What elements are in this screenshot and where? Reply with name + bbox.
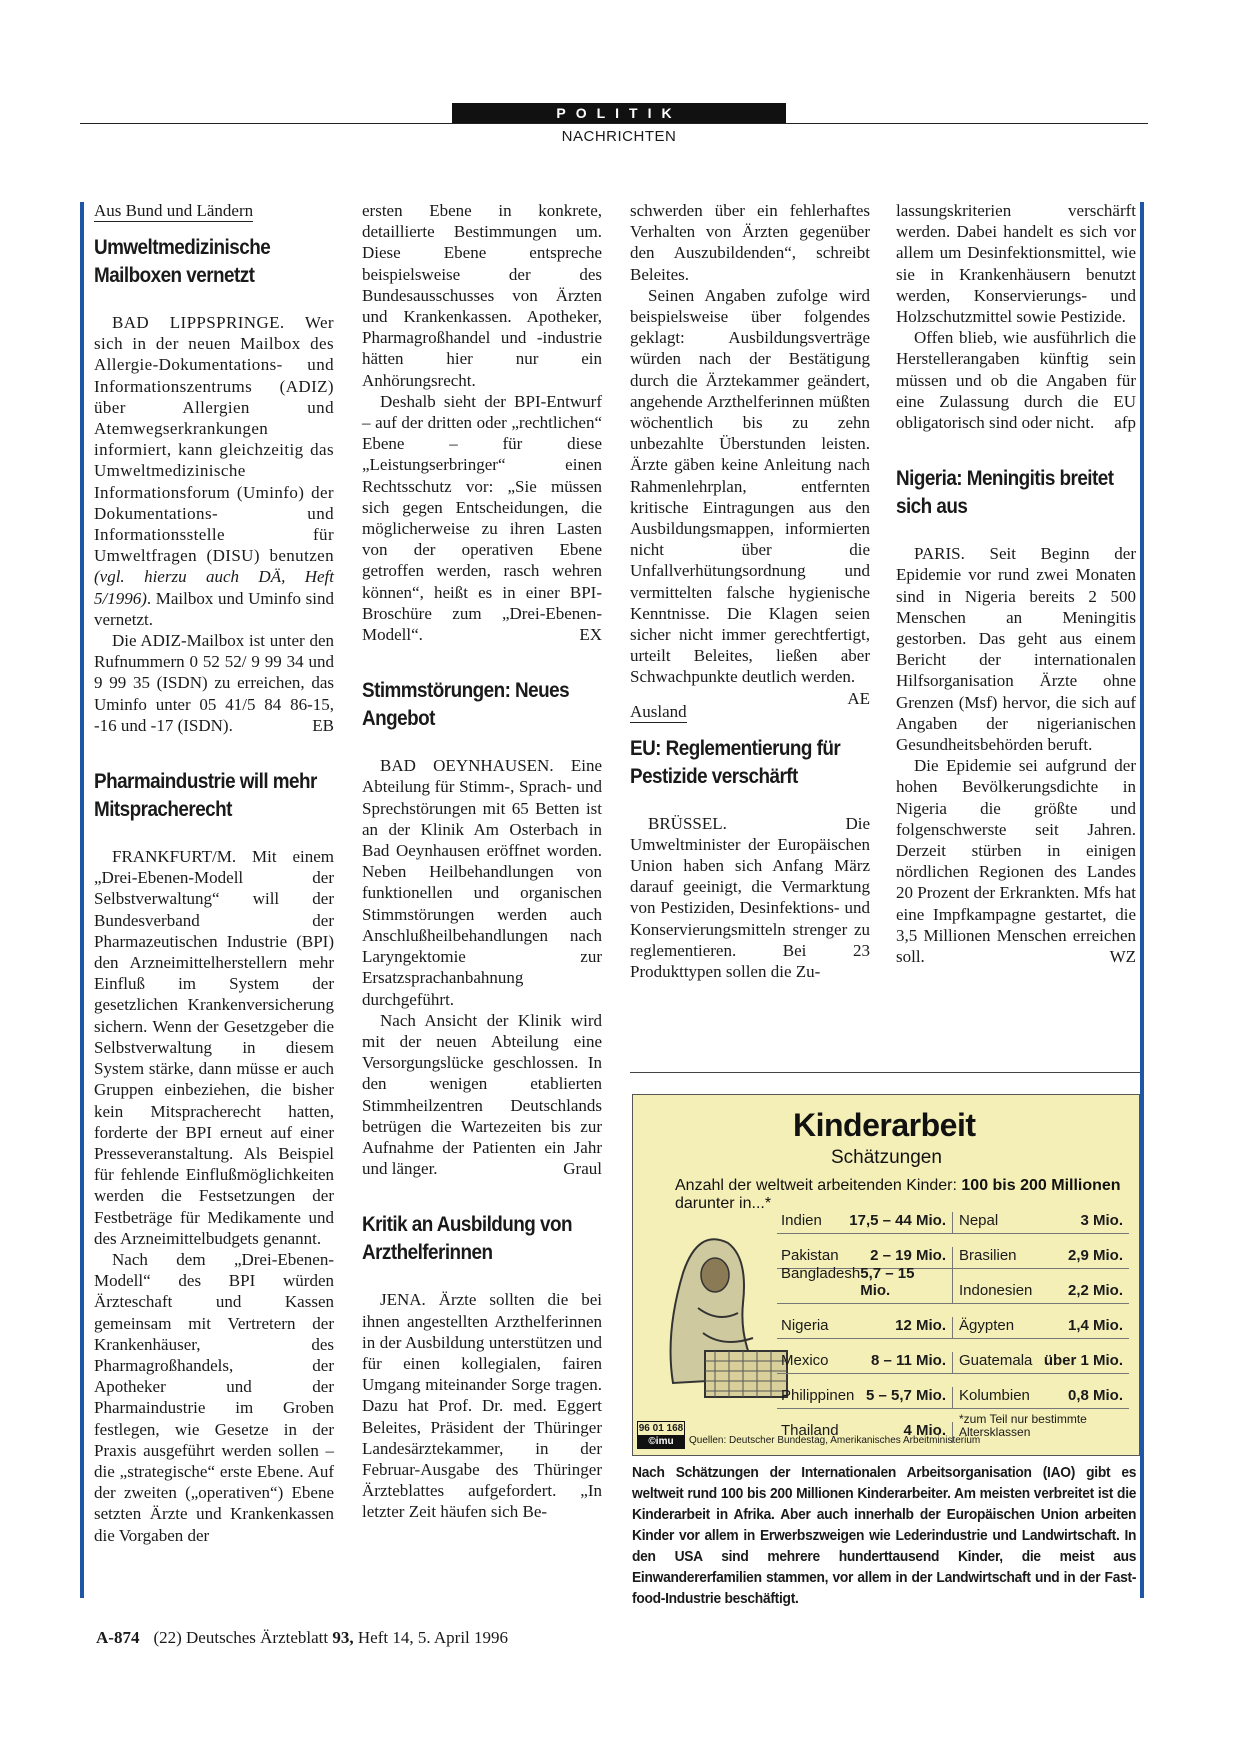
graphic-sources: Quellen: Deutscher Bundestag, Amerikanisches Arbeitministerium — [689, 1435, 981, 1446]
table-footnote: *zum Teil nur bestimmte Altersklassen — [959, 1412, 1087, 1439]
column-1 — [94, 200, 334, 1546]
article-paragraph: Nach Ansicht der Klinik wird mit der neuen Abteilung eine Versorgungslücke geschlossen. In den wenigen etablierten Stimmheilzentren Deutschlands betrügen die Wartezeiten bis zur Aufnahme der Patienten ein Jahr und länger. Graul — [362, 1010, 602, 1179]
header-rule — [80, 123, 1148, 124]
table-row: Bangladesh 5,7 – 15 Mio. Indonesien 2,2 Mio. — [777, 1269, 1129, 1304]
rubric-label: Aus Bund und Ländern — [94, 201, 254, 220]
author-sign: AE — [847, 688, 870, 708]
article-paragraph: BAD OEYNHAUSEN. Eine Abteilung für Stimm-, Sprach- und Sprechstörungen mit 65 Betten ist an der Klinik Am Osterbach in Bad Oeynhausen eröffnet worden. Neben Heilbehandlungen von funktionellen und organischen Stimmstörungen werden auch Anschlußheilbehandlungen nach Laryngektomie zur Ersatzsprachanbahnung durchgeführt. — [362, 756, 602, 1009]
graphic-intro: Anzahl der weltweit arbeitenden Kinder: 100 bis 200 Millionen — [675, 1177, 1121, 1194]
article-paragraph: PARIS. Seit Beginn der Epidemie vor rund zwei Monaten sind in Nigeria bereits 2 500 Menschen an Meningitis gestorben. Das geht aus einem Bericht der internationalen Hilfsorganisation Ärzte ohne Grenzen (Msf) hervor, die sich auf Angaben der nigerianischen Gesundheitsbehörden beruft. — [896, 544, 1136, 755]
table-row: Mexico 8 – 11 Mio. Guatemala über 1 Mio. — [777, 1339, 1129, 1374]
country-table — [777, 1199, 1129, 1443]
table-row: Pakistan 2 – 19 Mio. Brasilien 2,9 Mio. — [777, 1234, 1129, 1269]
article-paragraph: schwerden über ein fehlerhaftes Verhalten von Ärzten gegenüber den Auszubildenden“, schreibt Beleites. — [630, 201, 870, 284]
article-paragraph: lassungskriterien verschärft werden. Dabei handelt es sich vor allem um Desinfektionsmittel, wie sie in Krankenhäusern benutzt werden, Konservierungs- und Holzschutzmittel sowie Pestizide. — [896, 201, 1136, 327]
article-headline: Stimmstörungen: Neues Angebot — [362, 679, 570, 731]
article-headline: EU: Reglementierung für Pestizide verschärft — [630, 736, 841, 788]
subsection-title: NACHRICHTEN — [561, 128, 677, 145]
article-paragraph: FRANKFURT/M. Mit einem „Drei-Ebenen-Modell der Selbstverwaltung“ will der Bundesverband der Pharmazeutischen Industrie (BPI) den Arzneimittelherstellern mehr Einfluß im System der gesetzlichen Krankenversicherung sichern. Wenn der Gesetzgeber die Selbstverwaltung in diesem System stärke, dann müsse er auch Gruppen einbeziehen, die bisher kein Mitspracherecht hatten, forderte der BPI erneut auf einer Presseveranstaltung. Als Beispiel für fehlende Einflußmöglichkeiten werden die Festsetzungen der Festbeträge für Medikamente und des Arzneimittelbudgets genannt. — [94, 847, 334, 1248]
left-accent-bar — [80, 202, 84, 1598]
column-3 — [630, 200, 870, 982]
graphic-code-badge: 96 01 168 ©imu — [638, 1423, 684, 1447]
graphic-caption: Nach Schätzungen der Internationalen Arbeitsorganisation (IAO) gibt es weltweit rund 100 bis 200 Millionen Kinderarbeiter. Am meisten verbreitet ist die Kinderarbeit in Afrika. Aber auch innerhalb der Europäischen Union arbeiten Kinder vor allem in Erwerbszweigen wie Lederindustrie und Landwirtschaft. In den USA sind mehrere hunderttausend Kinder, die meist aus Einwandererfamilien stammen, vor allem in der Landwirtschaft und in der Fast-food-Industrie beschäftigt. — [632, 1464, 1137, 1607]
table-row: Philippinen 5 – 5,7 Mio. Kolumbien 0,8 Mio. — [777, 1374, 1129, 1409]
author-sign: afp — [1114, 413, 1136, 433]
graphic-subtitle: Schätzungen — [831, 1147, 942, 1168]
article-headline: Nigeria: Meningitis breitet sich aus — [896, 467, 1114, 519]
article-paragraph: ersten Ebene in konkrete, detaillierte Bestimmungen um. Diese Ebene entspreche beispielsweise der des Bundesausschusses von Ärzten und Krankenkassen. Apotheker, Pharmagroßhandel und -industrie hätten hier nur ein Anhörungsrecht. — [362, 201, 602, 390]
author-sign: EB — [312, 715, 334, 735]
table-row: Indien 17,5 – 44 Mio. Nepal 3 Mio. — [777, 1199, 1129, 1234]
article-paragraph: Deshalb sieht der BPI-Entwurf – auf der dritten oder „rechtlichen“ Ebene – für diese „Leistungserbringer“ einen Rechtsschutz vor: „Sie müssen sich gegen Entscheidungen, die möglicherweise zu ihren Lasten von der operativen Ebene getroffen werden, rasch wehren können“, heißt es in einer BPI-Broschüre zum „Drei-Ebenen-Modell“. EX — [362, 391, 602, 645]
article-paragraph: Offen blieb, wie ausführlich die Herstellerangaben künftig sein müssen und ob die Angaben für eine Zulassung durch die EU obligatorisch sind oder nicht. afp — [896, 328, 1136, 433]
article-paragraph: Seinen Angaben zufolge wird beispielsweise über folgendes geklagt: Ausbildungsverträge würden nach der Bestätigung durch die Ärztekammer geändert, angehende Arzthelferinnen müßten wöchentlich bis zu zehn unbezahlte Überstunden leisten. Ärzte gäben keine Anleitung nach Rahmenlehrplan, entfernten kritische Eintragungen aus den Ausbildungsmappen, informierten nicht über die Unfallverhütungsordnung und vermittelten falsche hygienische Kenntnisse. Die Klagen seien sicher nicht immer gerechtfertigt, urteilt Beleites, ließen aber Schwachpunkte deutlich werden. AE — [630, 285, 870, 708]
article-headline: Kritik an Ausbildung von Arzthelferinnen — [362, 1213, 572, 1265]
section-title: POLITIK — [452, 103, 786, 123]
article-paragraph: BAD LIPPSPRINGE. Wer sich in der neuen Mailbox des Allergie-Dokumentations- und Informationszentrums (ADIZ) über Allergien und Atemwegserkrankungen informiert, kann gleichzeitig das Umweltmedizinische Informationsforum (Uminfo) der Dokumentations- und Informationsstelle für Umweltfragen (DISU) benutzen (vgl. hierzu auch DÄ, Heft 5/1996). Mailbox und Uminfo sind vernetzt. — [94, 313, 334, 629]
column-4 — [896, 200, 1136, 967]
author-sign: EX — [579, 625, 602, 645]
child-worker-illustration — [643, 1213, 793, 1413]
article-paragraph: JENA. Ärzte sollten die bei ihnen angestellten Arzthelferinnen in der Ausbildung unterstützen und für einen kollegialen, fairen Umgang miteinander Sorge tragen. Dazu hat Prof. Dr. med. Eggert Beleites, Präsident der Thüringer Landesärztekammer, in der Februar-Ausgabe des Thüringer Ärzteblattes aufgefordert. „In letzter Zeit häufen sich Be- — [362, 1290, 602, 1522]
author-sign: Graul — [563, 1159, 602, 1179]
article-paragraph: Die ADIZ-Mailbox ist unter den Rufnummern 0 52 52/ 9 99 34 und 9 99 35 (ISDN) zu erreichen, das Uminfo unter 05 41/5 84 86-15, -16 und -17 (ISDN). EB — [94, 631, 334, 735]
table-row: Nigeria 12 Mio. Ägypten 1,4 Mio. — [777, 1304, 1129, 1339]
graphic-intro-2: darunter in...* — [675, 1195, 772, 1212]
table-row: Thailand 4 Mio. *zum Teil nur bestimmte Altersklassen — [777, 1409, 1129, 1443]
page-number: A-874 — [96, 1628, 140, 1647]
article-paragraph: BRÜSSEL. Die Umweltminister der Europäischen Union haben sich Anfang März darauf geeinigt, die Vermarktung von Pestiziden, Desinfektions- und Konservierungsmitteln strenger zu reglementieren. Bei 23 Produkttypen sollen die Zu- — [630, 813, 870, 982]
article-paragraph: Die Epidemie sei aufgrund der hohen Bevölkerungsdichte in Nigeria die größte und folgenschwerste seit Jahren. Derzeit stürben in einigen nördlichen Regionen des Landes 20 Prozent der Erkrankten. Mfs hat eine Impfkampagne gestartet, die 3,5 Millionen Menschen erreichen soll. WZ — [896, 756, 1136, 967]
author-sign: WZ — [1109, 947, 1136, 967]
article-headline: Umweltmedizinische Mailboxen vernetzt — [94, 236, 271, 287]
rubric-label: Ausland — [630, 701, 687, 721]
graphic-title: Kinderarbeit — [793, 1107, 976, 1143]
article-headline: Pharmaindustrie will mehr Mitspracherecht — [94, 770, 317, 822]
page-footer: A-874 (22) Deutsches Ärzteblatt 93, Heft 14, 5. April 1996 — [96, 1628, 509, 1647]
column-2 — [362, 200, 602, 1523]
graphic-separator — [630, 1072, 1140, 1073]
kinderarbeit-graphic — [632, 1094, 1140, 1456]
article-paragraph: Nach dem „Drei-Ebenen-Modell“ des BPI würden Ärzteschaft und Kassen gemeinsam mit Vertretern der Krankenhäuser, des Pharmagroßhandels, der Apotheker und der Pharmaindustrie im Groben festlegen, wie Gesetze in der Praxis ausgeführt werden sollen – die „strategische“ erste Ebene. Auf der zweiten („operativen“) Ebene setzten Ärzte und Krankenkassen die Vorgaben der — [94, 1249, 334, 1545]
right-accent-bar — [1140, 202, 1144, 1598]
